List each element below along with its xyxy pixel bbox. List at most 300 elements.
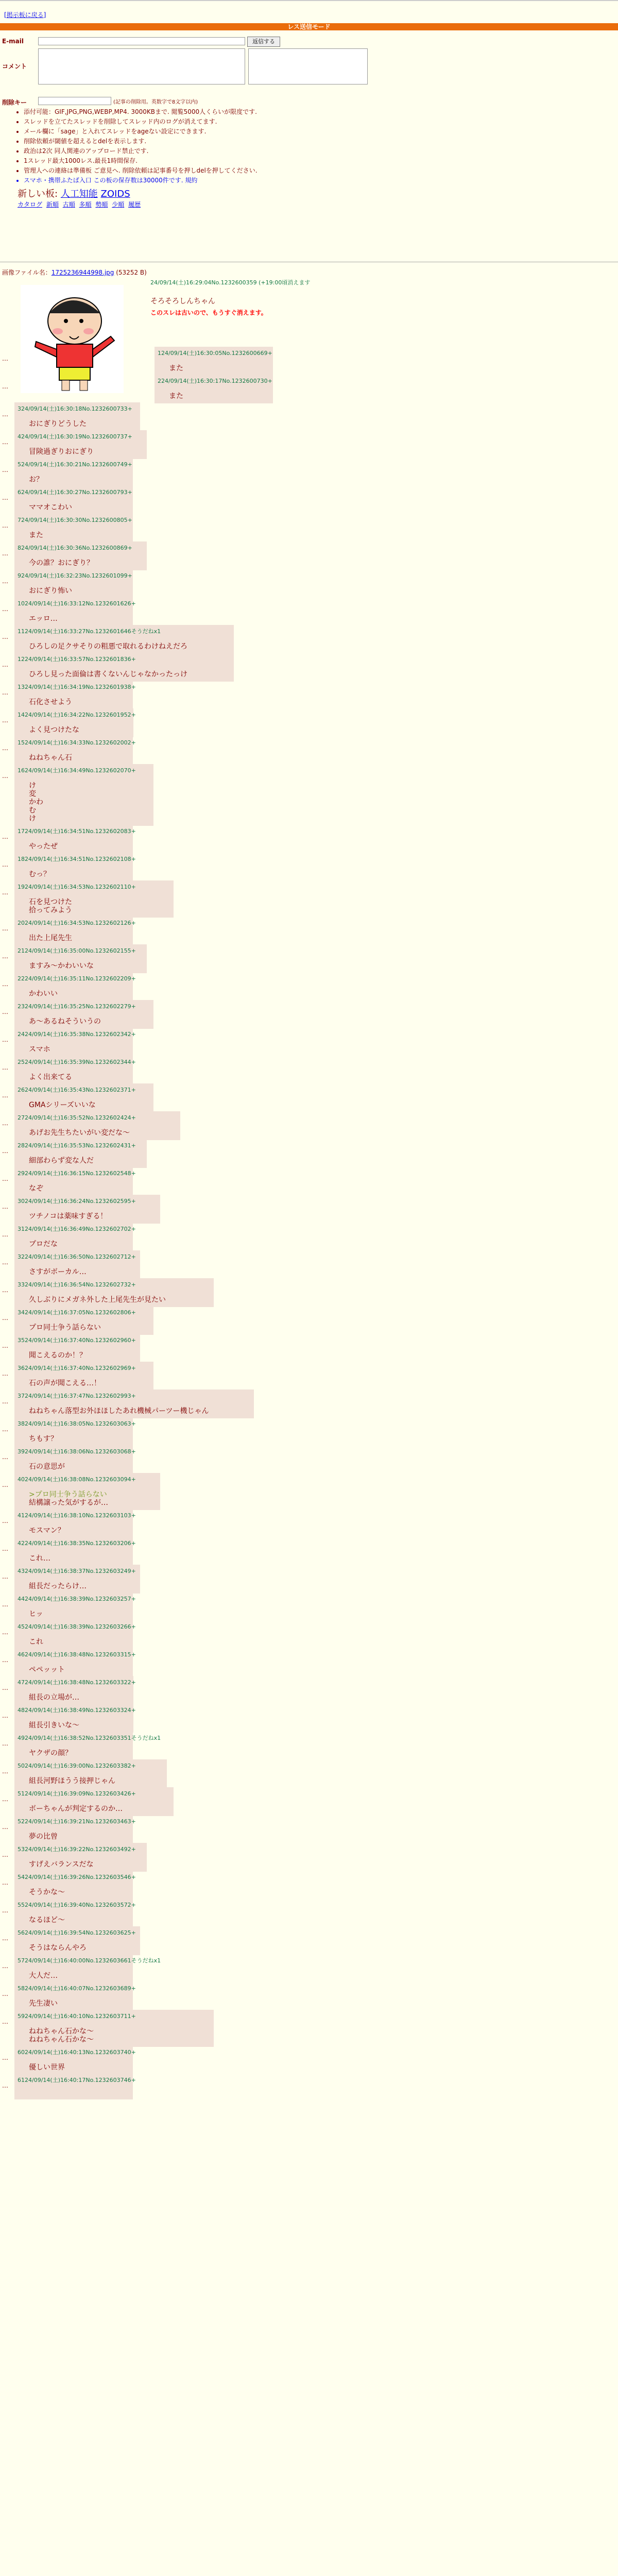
- reply-text: ねねちゃん石かな〜 ねねちゃん石かな〜: [29, 2027, 94, 2044]
- reply-body: [14, 468, 133, 487]
- reply-indent-marker: …: [2, 1990, 8, 1997]
- form-title: レス送信モード: [0, 23, 618, 30]
- reply-text: ボーちゃんが判定するのか…: [29, 1805, 123, 1813]
- op-body: [150, 296, 267, 318]
- reply-post: [14, 1982, 136, 2011]
- reply-body: [14, 927, 133, 945]
- reply-text: そうはならんやろ: [29, 1944, 87, 1952]
- reply-meta[interactable]: 5424/09/14(土)16:39:26No.1232603546+: [18, 1874, 136, 1880]
- reply-body: [14, 1992, 133, 2011]
- reply-meta[interactable]: 3924/09/14(土)16:38:06No.1232603068+: [18, 1448, 136, 1455]
- reply-body: [14, 1937, 140, 1955]
- new-board-prefix: 新しい板:: [18, 189, 58, 199]
- reply-post: [14, 1787, 174, 1816]
- reply-body: [14, 1344, 140, 1363]
- reply-post: [14, 2010, 214, 2047]
- reply-body: [14, 719, 133, 737]
- reply-indent-marker: …: [2, 1740, 8, 1747]
- reply-body: [14, 1881, 133, 1900]
- catalog-nav: [18, 200, 143, 209]
- reply-post: [14, 1306, 153, 1335]
- reply-meta[interactable]: 2224/09/14(土)16:35:11No.1232602209+: [18, 975, 136, 982]
- reply-meta[interactable]: 2024/09/14(土)16:34:53No.1232602126+: [18, 920, 136, 926]
- reply-text: これ…: [29, 1554, 50, 1563]
- reply-indent-marker: …: [2, 411, 8, 418]
- reply-body: [14, 580, 133, 598]
- reply-text: プロだな: [29, 1240, 58, 1248]
- op-meta: 24/09/14(土)16:29:04No.1232600359 (+19:00頃消えます: [150, 279, 311, 286]
- reply-body: [14, 1742, 133, 1760]
- reply-body: [14, 982, 133, 1001]
- reply-post: [154, 375, 273, 403]
- sort-few-link[interactable]: 少順: [112, 201, 125, 208]
- reply-meta[interactable]: 1024/09/14(土)16:33:12No.1232601626+: [18, 600, 136, 607]
- reply-meta[interactable]: 3824/09/14(土)16:38:05No.1232603063+: [18, 1420, 136, 1427]
- reply-meta[interactable]: 4224/09/14(土)16:38:35No.1232603206+: [18, 1540, 136, 1547]
- reply-meta[interactable]: 3524/09/14(土)16:37:40No.1232602960+: [18, 1337, 136, 1344]
- reply-meta[interactable]: 2324/09/14(土)16:35:25No.1232602279+: [18, 1003, 136, 1010]
- reply-body: [14, 1233, 133, 1251]
- reply-body: [154, 357, 273, 376]
- new-board-row: [18, 187, 130, 200]
- delete-key-field[interactable]: [38, 97, 111, 105]
- reply-post: [14, 1083, 153, 1112]
- reply-body: [14, 1010, 153, 1029]
- reply-post: [14, 1592, 136, 1621]
- rule-item: • メール欄に「sage」と入れてスレッドをageない設定にできます.: [24, 127, 258, 137]
- reply-meta[interactable]: 1924/09/14(土)16:34:53No.1232602110+: [18, 884, 136, 890]
- reply-body: [14, 1483, 160, 1510]
- reply-post: [14, 430, 147, 459]
- submit-button[interactable]: 返信する: [247, 37, 280, 47]
- reply-text: なぞ: [29, 1184, 43, 1193]
- reply-text: 冒険過ぎりおにぎり: [29, 448, 94, 456]
- reply-indent-marker: …: [2, 1203, 8, 1210]
- reply-post: [14, 486, 133, 515]
- reply-post: [14, 1000, 153, 1029]
- reply-body: [14, 891, 174, 918]
- reply-body: [14, 1038, 133, 1057]
- reply-indent-marker: …: [2, 717, 8, 724]
- reply-indent-marker: …: [2, 1879, 8, 1886]
- email-label: E-mail: [2, 38, 24, 45]
- reply-post: [14, 1167, 136, 1196]
- reply-post: [14, 653, 234, 682]
- reply-body: [14, 1400, 254, 1418]
- reply-body: [14, 2084, 133, 2094]
- reply-text: 石化させよう: [29, 698, 72, 706]
- reply-indent-marker: …: [2, 1342, 8, 1349]
- reply-post: [14, 1278, 214, 1307]
- reply-post: [14, 1954, 161, 1983]
- reply-text: なるほど〜: [29, 1916, 65, 1924]
- rule-item: • 1スレッド最大1000レス.最長1時間保存.: [24, 156, 258, 166]
- reply-indent-marker: …: [2, 1064, 8, 1071]
- reply-indent-marker: …: [2, 578, 8, 585]
- reply-indent-marker: …: [2, 980, 8, 988]
- file-size: (53252 B): [116, 269, 147, 276]
- reply-body: [14, 524, 133, 543]
- reply-post: [14, 1899, 136, 1927]
- reply-indent-marker: …: [2, 1517, 8, 1524]
- reply-meta[interactable]: 4124/09/14(土)16:38:10No.1232603103+: [18, 1512, 136, 1519]
- reply-text: ペペッット: [29, 1666, 65, 1674]
- reply-body: [14, 1289, 214, 1307]
- email-field[interactable]: [38, 37, 245, 45]
- delkey-label: 削除キー: [2, 99, 27, 106]
- reply-indent-marker: …: [2, 466, 8, 473]
- rule-item: • スマホ・携帯ふたば入口 この板の保存数は30000件です. 規約: [24, 176, 258, 185]
- reply-indent-marker: …: [2, 1656, 8, 1664]
- reply-meta[interactable]: 2524/09/14(土)16:35:39No.1232602344+: [18, 1059, 136, 1065]
- reply-body: [14, 747, 133, 765]
- reply-post: [14, 1537, 136, 1566]
- reply-text: また: [29, 531, 43, 539]
- reply-body: [14, 413, 140, 431]
- reply-post: [14, 1111, 180, 1140]
- reply-indent-marker: …: [2, 1175, 8, 1182]
- reply-meta[interactable]: 524/09/14(土)16:30:21No.1232600749+: [18, 461, 132, 468]
- reply-text: 石を見つけた 拾ってみよう: [29, 898, 72, 914]
- reply-indent-marker: …: [2, 1768, 8, 1775]
- rule-item: • 管理人への連絡は準備板 ご意見へ. 削除依頼は記事番号を押しdelを押してください.: [24, 166, 258, 176]
- reply-text: 組長だったらけ…: [29, 1582, 87, 1590]
- reply-text: GMAシリーズいいな: [29, 1101, 96, 1109]
- reply-body: [14, 1316, 153, 1335]
- reply-post: [14, 1509, 136, 1538]
- reply-post: [14, 1843, 147, 1872]
- reply-meta[interactable]: 5924/09/14(土)16:40:10No.1232603711+: [18, 2013, 136, 2020]
- delete-key-note: (記事の削除用。英数字で8文字以内): [113, 99, 198, 105]
- reply-post: [14, 1473, 160, 1510]
- reply-meta[interactable]: 724/09/14(土)16:30:30No.1232600805+: [18, 517, 132, 523]
- file-link[interactable]: 1725236944998.jpg: [51, 269, 114, 276]
- reply-body: [14, 1372, 153, 1391]
- reply-body: [14, 1547, 133, 1566]
- reply-indent-marker: …: [2, 1962, 8, 1970]
- reply-indent-marker: …: [2, 889, 8, 896]
- reply-text: おにぎり怖い: [29, 587, 72, 595]
- reply-body: [14, 1149, 147, 1168]
- reply-meta[interactable]: 1224/09/14(土)16:33:57No.1232601836+: [18, 656, 136, 663]
- reply-text: あ〜あるねそういうの: [29, 1018, 101, 1026]
- reply-text: やったぜ: [29, 842, 58, 851]
- reply-post: [14, 458, 133, 487]
- reply-indent-marker: …: [2, 1398, 8, 1405]
- reply-indent-marker: …: [2, 1092, 8, 1099]
- reply-text: 夢の比曾: [29, 1833, 58, 1841]
- reply-body: [14, 1261, 140, 1279]
- reply-body: [14, 440, 147, 459]
- rule-item: • スレッドを立てたスレッドを削除してスレッド内のログが消えてます.: [24, 117, 258, 127]
- reply-text: ねねちゃん落型お外ほほしたあれ機械パーツー機じゃん: [29, 1407, 209, 1415]
- reply-meta[interactable]: 1124/09/14(土)16:33:27No.1232601646そうだねx1: [18, 628, 161, 635]
- reply-meta[interactable]: 1524/09/14(土)16:34:33No.1232602002+: [18, 739, 136, 746]
- reply-meta[interactable]: 2424/09/14(土)16:35:38No.1232602342+: [18, 1031, 136, 1038]
- reply-meta[interactable]: 6124/09/14(土)16:40:17No.1232603746+: [18, 2077, 136, 2083]
- reply-body: [14, 1825, 133, 1844]
- thread-thumbnail[interactable]: [21, 285, 124, 393]
- reply-body: [14, 1631, 133, 1649]
- reply-post: [14, 972, 136, 1001]
- reply-post: [14, 597, 136, 626]
- reply-post: [14, 1028, 136, 1057]
- reply-indent-marker: …: [2, 1823, 8, 1831]
- reply-text: おにぎりどうした: [29, 420, 87, 428]
- reply-text: ヤクザの顔？: [29, 1749, 72, 1757]
- comment-textarea-extra[interactable]: [248, 48, 368, 84]
- reply-meta[interactable]: 3324/09/14(土)16:36:54No.1232602732+: [18, 1281, 136, 1288]
- reply-text: また: [169, 392, 183, 400]
- reply-post: [14, 569, 133, 598]
- reply-indent-marker: …: [2, 1851, 8, 1858]
- reply-meta[interactable]: 5824/09/14(土)16:40:07No.1232603689+: [18, 1985, 136, 1992]
- reply-text: ツチノコは薬味すぎる！: [29, 1212, 108, 1221]
- reply-post: [14, 1223, 136, 1251]
- reply-meta[interactable]: 5224/09/14(土)16:39:21No.1232603463+: [18, 1818, 136, 1825]
- catalog-link[interactable]: カタログ: [18, 201, 43, 208]
- reply-indent-marker: …: [2, 522, 8, 529]
- reply-text: あげお先生ちたいがい変だな〜: [29, 1129, 130, 1137]
- reply-post: [14, 1676, 136, 1705]
- reply-body: [14, 2056, 133, 2075]
- reply-indent-marker: …: [2, 1545, 8, 1552]
- history-link[interactable]: 履歴: [128, 201, 141, 208]
- reply-meta[interactable]: 4024/09/14(土)16:38:08No.1232603094+: [18, 1476, 136, 1483]
- reply-text: ヒッ: [29, 1610, 43, 1618]
- reply-post: [14, 1250, 140, 1279]
- sort-many-link[interactable]: 多順: [79, 201, 92, 208]
- reply-post: [154, 347, 273, 376]
- reply-meta[interactable]: 1724/09/14(土)16:34:51No.1232602083+: [18, 828, 136, 835]
- reply-meta[interactable]: 224/09/14(土)16:30:17No.1232600730+: [158, 378, 272, 384]
- reply-meta[interactable]: 324/09/14(土)16:30:18No.1232600733+: [18, 405, 132, 412]
- reply-text: むっ？: [29, 870, 50, 878]
- reply-meta[interactable]: 3124/09/14(土)16:36:49No.1232602702+: [18, 1226, 136, 1232]
- reply-indent-marker: …: [2, 1259, 8, 1266]
- reply-body: [14, 1066, 133, 1084]
- reply-text: ひろし見った面倫は書くないんじゃなかったっけ: [29, 670, 187, 679]
- reply-body: [14, 2020, 214, 2047]
- reply-post: [14, 402, 140, 431]
- reply-indent-marker: …: [2, 494, 8, 501]
- reply-indent-marker: …: [2, 661, 8, 668]
- sort-old-link[interactable]: 古順: [62, 201, 75, 208]
- reply-body: [14, 863, 133, 882]
- reply-meta[interactable]: 624/09/14(土)16:30:27No.1232600793+: [18, 489, 132, 496]
- reply-text: ねねちゃん石: [29, 754, 72, 762]
- reply-post: [14, 1732, 161, 1760]
- reply-meta[interactable]: 2624/09/14(土)16:35:43No.1232602371+: [18, 1087, 136, 1093]
- reply-text: 組長引きいな〜: [29, 1721, 79, 1730]
- reply-body: [14, 1177, 133, 1196]
- reply-post: [14, 1648, 136, 1677]
- reply-post: [14, 1195, 160, 1224]
- reply-indent-marker: …: [2, 1231, 8, 1238]
- reply-body: [14, 1428, 133, 1446]
- reply-post: [14, 764, 153, 826]
- reply-text: よく見つけたな: [29, 726, 79, 734]
- reply-post: [14, 2074, 136, 2099]
- reply-post: [14, 944, 147, 973]
- reply-body: [14, 1603, 133, 1621]
- reply-meta[interactable]: 3624/09/14(土)16:37:40No.1232602969+: [18, 1365, 136, 1371]
- reply-text: ひろしの足クサそりの粗悪で取れるわけねえだろ: [29, 642, 187, 651]
- reply-meta[interactable]: 6024/09/14(土)16:40:13No.1232603740+: [18, 2049, 136, 2056]
- reply-post: [14, 681, 136, 709]
- reply-text: そうかな〜: [29, 1888, 65, 1896]
- reply-post: [14, 1926, 140, 1955]
- reply-text: さすがボーカル…: [29, 1268, 87, 1276]
- reply-body: [14, 691, 133, 709]
- reply-indent-marker: …: [2, 1935, 8, 1942]
- reply-meta[interactable]: 4624/09/14(土)16:38:48No.1232603315+: [18, 1651, 136, 1658]
- reply-indent-marker: …: [2, 1008, 8, 1015]
- reply-text: 組長の立場が…: [29, 1693, 79, 1702]
- reply-meta[interactable]: 4524/09/14(土)16:38:39No.1232603266+: [18, 1623, 136, 1630]
- reply-meta[interactable]: 4324/09/14(土)16:38:37No.1232603249+: [18, 1568, 136, 1574]
- reply-post: [14, 825, 136, 854]
- reply-indent-marker: …: [2, 1453, 8, 1461]
- reply-post: [14, 1704, 136, 1733]
- reply-text: ママオこわい: [29, 503, 72, 512]
- reply-text: かわいい: [29, 990, 58, 998]
- sort-momentum-link[interactable]: 勢順: [95, 201, 108, 208]
- reply-text: 出た上尾先生: [29, 934, 72, 942]
- reply-meta[interactable]: 5724/09/14(土)16:40:00No.1232603661そうだねx1: [18, 1957, 161, 1964]
- reply-meta[interactable]: 2124/09/14(土)16:35:00No.1232602155+: [18, 947, 136, 954]
- reply-meta[interactable]: 5524/09/14(土)16:39:40No.1232603572+: [18, 1902, 136, 1908]
- reply-indent-marker: …: [2, 1712, 8, 1719]
- file-info: [2, 268, 147, 277]
- top-rule: [0, 0, 618, 1]
- reply-text: 今の誰？おにぎり？: [29, 559, 94, 567]
- reply-body: [14, 1455, 133, 1474]
- reply-post: [14, 1389, 254, 1418]
- back-to-board-link[interactable]: [掲示板に戻る]: [4, 11, 46, 19]
- reply-body: [14, 1770, 167, 1788]
- reply-text: これ: [29, 1638, 43, 1646]
- rule-item: • 政治は2次 同人関連のアップロード禁止です.: [24, 146, 258, 156]
- reply-text: お？: [29, 476, 43, 484]
- reply-indent-marker: …: [2, 633, 8, 640]
- reply-body: [14, 1686, 133, 1705]
- reply-text: よく出来てる: [29, 1073, 72, 1081]
- reply-indent-marker: …: [2, 2018, 8, 2025]
- reply-meta[interactable]: 4924/09/14(土)16:38:52No.1232603351そうだねx1: [18, 1735, 161, 1741]
- reply-meta[interactable]: 3424/09/14(土)16:37:05No.1232602806+: [18, 1309, 136, 1316]
- comment-label: コメント: [2, 63, 27, 70]
- reply-indent-marker: …: [2, 383, 8, 390]
- reply-meta[interactable]: 424/09/14(土)16:30:19No.1232600737+: [18, 433, 132, 440]
- reply-meta[interactable]: 4824/09/14(土)16:38:49No.1232603324+: [18, 1707, 136, 1714]
- reply-meta[interactable]: 3724/09/14(土)16:37:47No.1232602993+: [18, 1393, 136, 1399]
- reply-meta[interactable]: 4424/09/14(土)16:38:39No.1232603257+: [18, 1596, 136, 1602]
- reply-meta[interactable]: 124/09/14(土)16:30:05No.1232600669+: [158, 350, 272, 357]
- reply-indent-marker: …: [2, 438, 8, 446]
- reply-indent-marker: …: [2, 1573, 8, 1580]
- reply-meta[interactable]: 4724/09/14(土)16:38:48No.1232603322+: [18, 1679, 136, 1686]
- reply-text: モスマン？: [29, 1527, 65, 1535]
- reply-meta[interactable]: 5124/09/14(土)16:39:09No.1232603426+: [18, 1790, 136, 1797]
- reply-post: [14, 1815, 136, 1844]
- reply-indent-marker: …: [2, 1370, 8, 1377]
- reply-body: [14, 1714, 133, 1733]
- reply-body: [14, 774, 153, 826]
- reply-post: [14, 917, 136, 945]
- reply-body: [14, 1853, 147, 1872]
- reply-body: [14, 955, 147, 973]
- reply-indent-marker: …: [2, 925, 8, 932]
- reply-indent-marker: …: [2, 1481, 8, 1488]
- reply-post: [14, 1620, 136, 1649]
- reply-meta[interactable]: 1624/09/14(土)16:34:49No.1232602070+: [18, 767, 136, 774]
- reply-indent-marker: …: [2, 1147, 8, 1155]
- new-board-link-ai[interactable]: 人工知能: [60, 189, 98, 199]
- reply-post: [14, 1417, 136, 1446]
- reply-indent-marker: …: [2, 605, 8, 613]
- reply-meta[interactable]: 5024/09/14(土)16:39:00No.1232603382+: [18, 1762, 136, 1769]
- reply-meta[interactable]: 2824/09/14(土)16:35:53No.1232602431+: [18, 1142, 136, 1149]
- rule-item: • 添付可能：GIF,JPG,PNG,WEBP,MP4. 3000KBまで. 閲覧5000人くらいが限度です.: [24, 107, 258, 117]
- reply-meta[interactable]: 5324/09/14(土)16:39:22No.1232603492+: [18, 1846, 136, 1853]
- reply-body: [14, 1575, 140, 1594]
- reply-meta[interactable]: 1424/09/14(土)16:34:22No.1232601952+: [18, 711, 136, 718]
- reply-indent-marker: …: [2, 1795, 8, 1803]
- reply-post: [14, 880, 174, 918]
- reply-meta[interactable]: 2724/09/14(土)16:35:52No.1232602424+: [18, 1114, 136, 1121]
- reply-meta[interactable]: 5624/09/14(土)16:39:54No.1232603625+: [18, 1929, 136, 1936]
- reply-body: [14, 635, 234, 654]
- reply-indent-marker: …: [2, 1036, 8, 1043]
- reply-post: [14, 1056, 136, 1084]
- reply-indent-marker: …: [2, 1907, 8, 1914]
- reply-post: [14, 1445, 136, 1474]
- reply-meta[interactable]: 924/09/14(土)16:32:23No.1232601099+: [18, 572, 132, 579]
- reply-text: プロ同士争う話らない: [29, 1324, 101, 1332]
- reply-meta[interactable]: 824/09/14(土)16:30:36No.1232600869+: [18, 545, 132, 551]
- reply-indent-marker: …: [2, 355, 8, 362]
- reply-post: [14, 2046, 136, 2075]
- reply-body: [14, 1094, 153, 1112]
- reply-post: [14, 514, 133, 543]
- file-info-prefix: 画像ファイル名：: [2, 269, 52, 276]
- reply-text: 聞こえるのか！？: [29, 1351, 87, 1360]
- reply-indent-marker: …: [2, 833, 8, 840]
- rule-item: • 削除依頼が閾値を超えるとdelを表示します.: [24, 137, 258, 146]
- reply-post: [14, 736, 136, 765]
- reply-text: ますみ〜かわいいな: [29, 962, 94, 970]
- reply-meta[interactable]: 3224/09/14(土)16:36:50No.1232602712+: [18, 1253, 136, 1260]
- reply-text: エッロ…: [29, 615, 58, 623]
- sort-new-link[interactable]: 新順: [46, 201, 59, 208]
- reply-post: [14, 1334, 140, 1363]
- new-board-link-zoids[interactable]: ZOIDS: [100, 189, 130, 199]
- reply-post: [14, 1871, 136, 1900]
- reply-text: 石の意思が: [29, 1463, 65, 1471]
- reply-text: また: [169, 364, 183, 372]
- reply-meta[interactable]: 2924/09/14(土)16:36:15No.1232602548+: [18, 1170, 136, 1177]
- reply-meta[interactable]: 1324/09/14(土)16:34:19No.1232601938+: [18, 684, 136, 690]
- reply-text: スマホ: [29, 1045, 50, 1054]
- reply-text: 久しぶりにメガネ外した上尾先生が見たい: [29, 1296, 166, 1304]
- reply-meta[interactable]: 3024/09/14(土)16:36:24No.1232602595+: [18, 1198, 136, 1205]
- reply-text: 優しい世界: [29, 2063, 65, 2072]
- reply-indent-marker: …: [2, 689, 8, 696]
- reply-meta[interactable]: 1824/09/14(土)16:34:51No.1232602108+: [18, 856, 136, 862]
- comment-textarea[interactable]: [38, 48, 245, 84]
- reply-body: [14, 1205, 160, 1224]
